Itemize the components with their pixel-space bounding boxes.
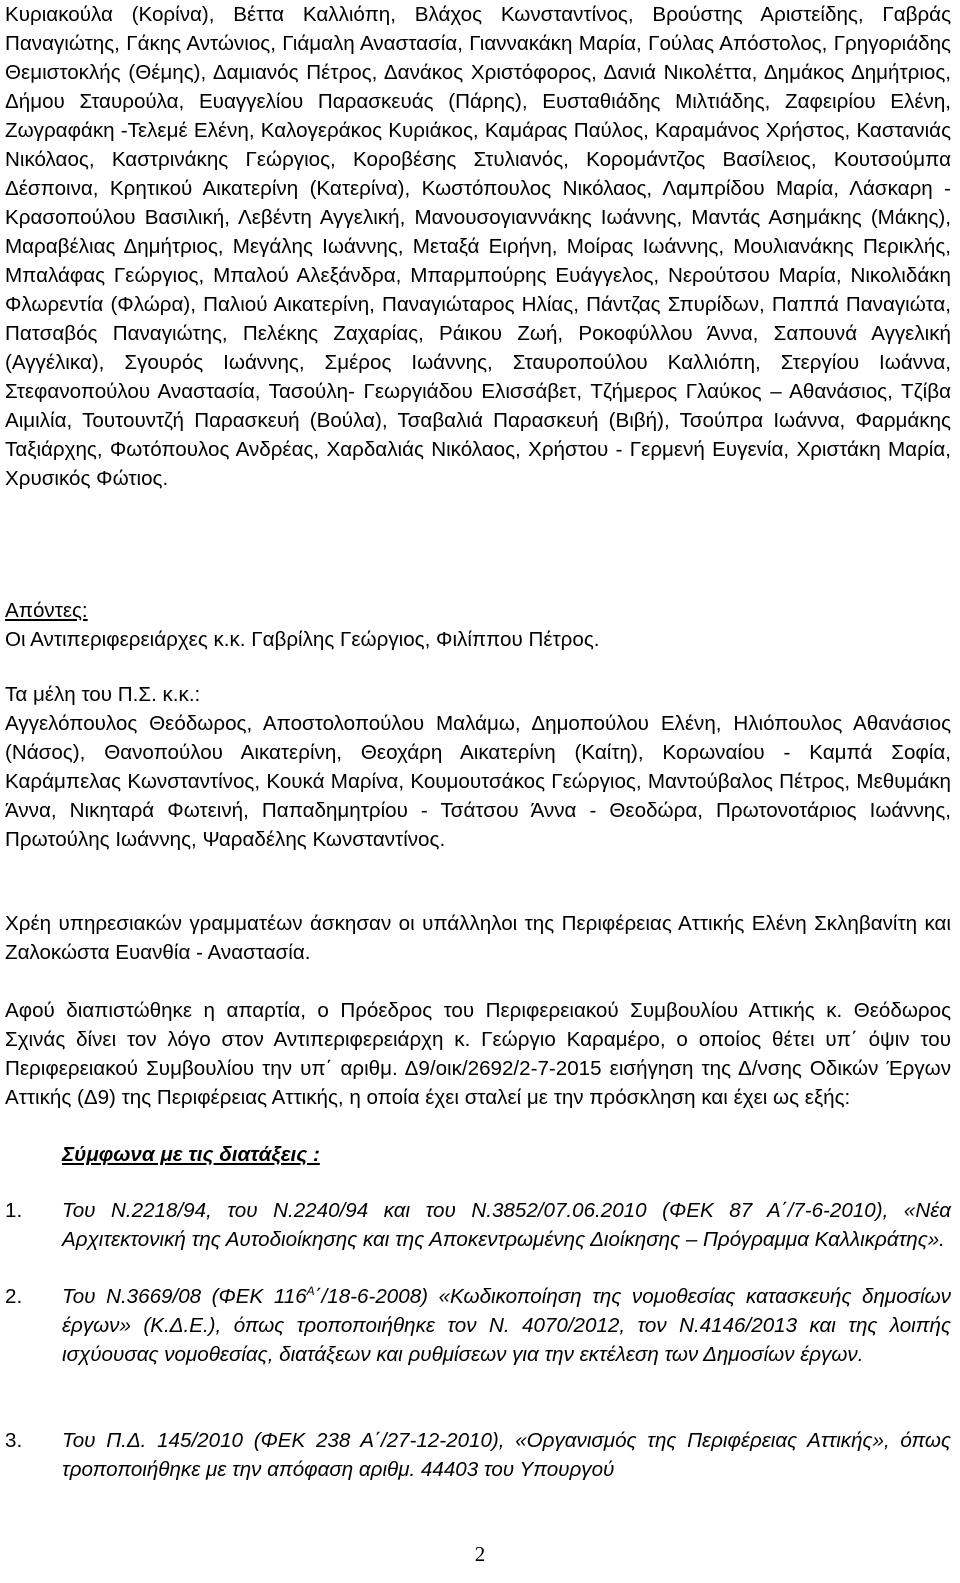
committee-list: Αγγελόπουλος Θεόδωρος, Αποστολοπούλου Μαλάμω, Δημοπούλου Ελένη, Ηλιόπουλος Αθανάσιος (Νάσος), Θανοπούλου Αικατερίνη, Θεοχάρη Αικατερίνη (Καίτη), Κορωναίου - Καμπά Σοφία, Καράμπελας Κωνσταντίνος, Κουκά Μαρίνα, Κουμουτσάκος Γεώργιος, Μαντούβαλος Πέτρος, Μεθυμάκη Άννα, Νικηταρά Φωτεινή, Παπαδημητρίου - Τσάτσου Άννα - Θεοδώρα, Πρωτονοτάριος Ιωάννης, Πρωτούλης Ιωάννης, Ψαραδέλης Κωνσταντίνος.	[5, 712, 951, 851]
item-number: 2.	[5, 1285, 23, 1308]
provision-item-1	[5, 1196, 951, 1254]
provision-item-3	[5, 1426, 951, 1484]
secretaries-paragraph: Χρέη υπηρεσιακών γραμματέων άσκησαν οι υπάλληλοι της Περιφέρειας Αττικής Ελένη Σκληβανίτη και Ζαλοκώστα Ευανθία - Αναστασία.	[5, 912, 951, 964]
item-text-part: ΄/18-6-2008) «Κωδικοποίηση της νομοθεσίας κατασκευής δημοσίων έργων» (Κ.Δ.Ε.), όπως τροποποιήθηκε τον Ν. 4070/2012, τον Ν.4146/2013 και της λοιπής ισχύουσας νομοθεσίας, διατάξεων και ρυθμίσεων για την εκτέλεση των Δημοσίων έργων.	[62, 1285, 951, 1366]
item-text: Του Π.Δ. 145/2010 (ΦΕΚ 238 Α΄/27-12-2010), «Οργανισμός της Περιφέρειας Αττικής», όπως τροποποιήθηκε με την απόφαση αριθμ. 44403 του Υπουργού	[62, 1429, 951, 1481]
item-number: 3.	[5, 1429, 23, 1452]
absent-heading-label: Απόντες:	[5, 599, 88, 622]
item-text: Του Ν.2218/94, του Ν.2240/94 και του Ν.3852/07.06.2010 (ΦΕΚ 87 Α΄/7-6-2010), «Νέα Αρχιτεκτονική της Αυτοδιοίκησης και της Αποκεντρωμένης Διοίκησης – Πρόγραμμα Καλλικράτης».	[62, 1199, 951, 1251]
provisions-title-label: Σύμφωνα με τις διατάξεις :	[62, 1143, 320, 1166]
item-number: 1.	[5, 1199, 23, 1222]
provisions-title	[62, 1140, 942, 1169]
page-number: 2	[474, 1542, 486, 1566]
committee-heading: Τα μέλη του Π.Σ. κ.κ.:	[5, 683, 201, 706]
quorum-paragraph: Αφού διαπιστώθηκε η απαρτία, ο Πρόεδρος του Περιφερειακού Συμβουλίου Αττικής κ. Θεόδωρος Σχινάς δίνει τον λόγο στον Αντιπεριφερειάρχη κ. Γεώργιο Καραμέρο, ο οποίος θέτει υπ΄ όψιν του Περιφερειακού Συμβουλίου την υπ΄ αριθμ. Δ9/οικ/2692/2-7-2015 εισήγηση της Δ/νσης Οδικών Έργων Αττικής (Δ9) της Περιφέρειας Αττικής, η οποία έχει σταλεί με την πρόσκληση και έχει ως εξής:	[5, 999, 951, 1109]
members-present-list: Κυριακούλα (Κορίνα), Βέττα Καλλιόπη, Βλάχος Κωνσταντίνος, Βρούστης Αριστείδης, Γαβράς Παναγιώτης, Γάκης Αντώνιος, Γιάμαλη Αναστασία, Γιαννακάκη Μαρία, Γούλας Απόστολος, Γρηγοριάδης Θεμιστοκλής (Θέμης), Δαμιανός Πέτρος, Δανάκος Χριστόφορος, Δανιά Νικολέττα, Δημάκος Δημήτριος, Δήμου Σταυρούλα, Ευαγγελίου Παρασκευάς (Πάρης), Ευσταθιάδης Μιλτιάδης, Ζαφειρίου Ελένη, Ζωγραφάκη -Τελεμέ Ελένη, Καλογεράκος Κυριάκος, Καμάρας Παύλος, Καραμάνος Χρήστος, Καστανιάς Νικόλαος, Καστρινάκης Γεώργιος, Κοροβέσης Στυλιανός, Κορομάντζος Βασίλειος, Κουτσούμπα Δέσποινα, Κρητικού Αικατερίνη (Κατερίνα), Κωστόπουλος Νικόλαος, Λαμπρίδου Μαρία, Λάσκαρη - Κρασοπούλου Βασιλική, Λεβέντη Αγγελική, Μανουσογιαννάκης Ιωάννης, Μαντάς Ασημάκης (Μάκης), Μαραβέλιας Δημήτριος, Μεγάλης Ιωάννης, Μεταξά Ειρήνη, Μοίρας Ιωάννης, Μουλιανάκης Περικλής, Μπαλάφας Γεώργιος, Μπαλού Αλεξάνδρα, Μπαρμπούρης Ευάγγελος, Νερούτσου Μαρία, Νικολιδάκη Φλωρεντία (Φλώρα), Παλιού Αικατερίνη, Παναγιώταρος Ηλίας, Πάντζας Σπυρίδων, Παππά Παναγιώτα, Πατσαβός Παναγιώτης, Πελέκης Ζαχαρίας, Ράικου Ζωή, Ροκοφύλλου Άννα, Σαπουνά Αγγελική (Αγγέλικα), Σγουρός Ιωάννης, Σμέρος Ιωάννης, Σταυροπούλου Καλλιόπη, Στεργίου Ιωάννα, Στεφανοπούλου Αναστασία, Τασούλη- Γεωργιάδου Ελισσάβετ, Τζήμερος Γλαύκος – Αθανάσιος, Τζίβα Αιμιλία, Τουτουντζή Παρασκευή (Βούλα), Τσαβαλιά Παρασκευή (Βιβή), Τσούπρα Ιωάννα, Φαρμάκης Ταξιάρχης, Φωτόπουλος Ανδρέας, Χαρδαλιάς Νικόλαος, Χρήστου - Γερμενή Ευγενία, Χριστάκη Μαρία, Χρυσικός Φώτιος.	[5, 3, 951, 490]
item-text-part: Του Ν.3669/08 (ΦΕΚ 116	[62, 1285, 307, 1308]
absent-text: Οι Αντιπεριφερειάρχες κ.κ. Γαβρίλης Γεώργιος, Φιλίππου Πέτρος.	[5, 628, 600, 651]
provision-item-2	[5, 1282, 951, 1369]
superscript: Α	[306, 1284, 315, 1299]
item-text	[62, 1282, 951, 1369]
absent-heading	[5, 596, 951, 625]
